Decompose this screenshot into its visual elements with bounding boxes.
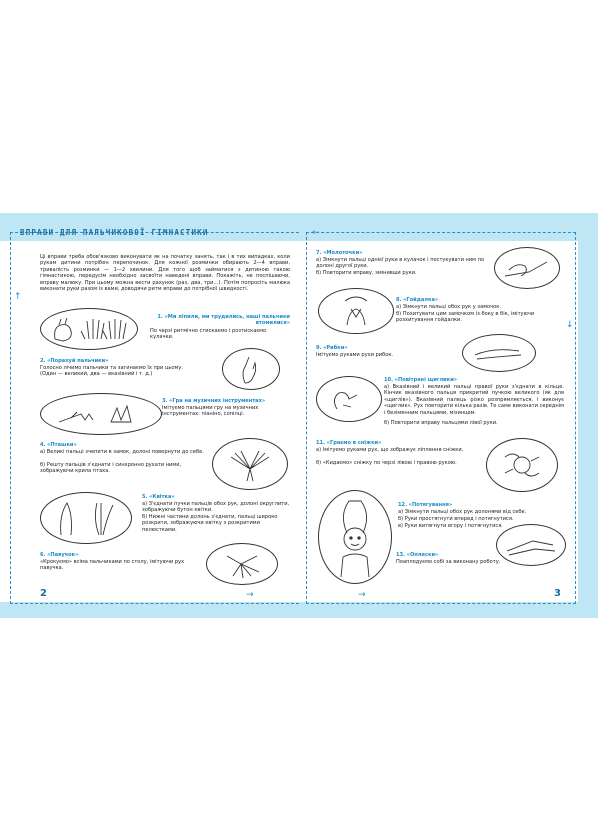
page-number-right: 3 (554, 588, 561, 599)
exercise-1-title: «Ми ліпили, ми трудились, наші пальчики втомилися» (164, 314, 290, 327)
illustration-child-stretching (318, 490, 392, 584)
exercise-2-title: «Порахуй пальчики» (47, 358, 109, 364)
exercise-2-number: 2. (40, 358, 46, 364)
exercise-1-number: 1. (157, 314, 163, 320)
illustration-swing-hands (318, 288, 394, 334)
arrow-left-icon: ← (312, 228, 320, 238)
illustration-spider-hand (206, 543, 278, 585)
exercise-9-text: Імітуємо руками рухи рибок. (316, 352, 394, 358)
intro-paragraph: Ці вправи треба обов'язково виконувати як на початку занять, так і в тих випадках, коли рукам дитини потрібен перепочинок. Для кожної розминки обирають 2—4 вправи, тривалість розминки — 1—2 хвилини. Для того щоб займатися з дитиною такою гімнастикою, передусім необхідно засвоїти наведені вправи. Покажіть, не поспішаючи, вправу малюку. При цьому можна вести рахунок (раз, два, три…). Потім попросіть малюка виконати руки разом із вами, доводячи ритм вправи до потрібної швидкості. (40, 254, 290, 293)
page-title: ВПРАВИ ДЛЯ ПАЛЬЧИКОВОЇ ГІМНАСТИКИ (20, 228, 209, 237)
illustration-snowball-hands (486, 438, 558, 492)
illustration-instruments (40, 393, 162, 435)
illustration-flower (40, 492, 132, 544)
exercise-12-text-a: а) Зімкнути пальці обох рук долонями від себе. (398, 509, 527, 515)
exercise-4-title: «Пташки» (47, 442, 77, 448)
exercise-4-text-b: б) Решту пальців з'єднати і синхронно рухати ними, зображуючи крила птаха. (40, 462, 182, 475)
exercise-5-text-a: а) З'єднати пучки пальців обох рук, долоні округлити, зображуючи бутон квітки. (142, 501, 290, 514)
exercise-9-title: «Рибки» (323, 345, 348, 351)
exercise-10-title: «Повітряні щиглики» (394, 377, 458, 383)
exercise-10-text-a: а) Вказівний і великий пальці правої руки з'єднати в кільце. Кінчик вказівного пальця прикритий пучкою великого (як для «щиглів»). Вказівний палець різко розпрямляється, і виконує «щиглик». Рух повторити кілька разів. Те саме виконати середнім і безіменним пальцями, мізинцем. (384, 384, 564, 416)
arrow-down-icon: ↓ (566, 320, 574, 330)
exercise-4-number: 4. (40, 442, 46, 448)
exercise-5-title: «Квітка» (149, 494, 175, 500)
exercise-11-title: «Граємо в сніжки» (326, 440, 382, 446)
page-edge-right (578, 213, 598, 618)
exercise-3-number: 3. (162, 398, 168, 404)
exercise-12-number: 12. (398, 502, 408, 508)
exercise-10-text-b: б) Повторити вправу пальцями лівої руки. (384, 420, 498, 426)
exercise-10-number: 10. (384, 377, 394, 383)
exercise-6-title: «Павучок» (47, 552, 79, 558)
exercise-12-text-c: в) Руки витягнути вгору і потягнутися. (398, 523, 503, 529)
illustration-fists (40, 308, 138, 350)
arrow-up-icon: ↑ (14, 292, 22, 302)
exercise-1-text: По черзі ритмічно стискаємо і розтискаємо кулачки. (150, 328, 267, 341)
illustration-flick-hand (316, 376, 382, 422)
illustration-hammer-hands (494, 247, 560, 289)
exercise-13-text: Поаплодуємо собі за виконану роботу. (396, 559, 501, 565)
exercise-6-number: 6. (40, 552, 46, 558)
exercise-13-number: 13. (396, 552, 406, 558)
exercise-12-title: «Потягування» (408, 502, 453, 508)
exercise-12-text-b: б) Руки простягнути вперед і потягнутися. (398, 516, 514, 522)
exercise-13-title: «Оплески» (406, 552, 439, 558)
illustration-fish-hands (462, 334, 536, 372)
footer-band (0, 602, 598, 618)
exercise-5-text-b: б) Нижні частини долонь з'єднати, пальці широко розкрити, зображуючи квітку з розкритими пелюстками. (142, 514, 278, 533)
exercise-7-number: 7. (316, 250, 322, 256)
exercise-2-text: Голосно лічимо пальчики та загинаємо їх при цьому. (Один — великий, два — вказівний і т. д.) (40, 365, 184, 378)
exercise-9-number: 9. (316, 345, 322, 351)
exercise-7-text-b: б) Повторити вправу, змінивши руки. (316, 270, 417, 276)
exercise-11-text-a: а) Імітуємо руками рух, що зображує ліплення сніжки. (316, 447, 464, 453)
exercise-4-text-a: а) Великі пальці зчепити в замок, долоні повернути до себе. (40, 449, 204, 455)
exercise-11-number: 11. (316, 440, 326, 446)
exercise-7-title: «Молоточки» (323, 250, 363, 256)
exercise-8-number: 8. (396, 297, 402, 303)
exercise-6-text: «Крокуємо» всіма пальчиками по столу, імітуючи рух павучка. (40, 559, 185, 572)
arrow-right-icon: → (358, 590, 366, 600)
exercise-3-title: «Гра на музичних інструментах» (169, 398, 266, 404)
exercise-11-text-b: б) «Кидаємо» сніжку по черзі лівою і правою рукою. (316, 460, 457, 466)
illustration-counting-hand (222, 348, 280, 390)
exercise-8-text-b: б) Похитувати цим замочком із боку в бік, імітуючи розхитування гойдалки. (396, 311, 535, 324)
exercise-8-text-a: а) Зімкнути пальці обох рук у замочок. (396, 304, 501, 310)
exercise-3-text: Імітуємо пальцями гру на музичних інструментах: піаніно, сопілці. (162, 405, 259, 418)
arrow-right-icon: → (246, 590, 254, 600)
illustration-bird-hands (212, 438, 288, 490)
exercise-8-title: «Гойдалка» (403, 297, 439, 303)
page-number-left: 2 (40, 588, 47, 599)
exercise-5-number: 5. (142, 494, 148, 500)
exercise-7-text-a: а) Зімкнути пальці однієї руки в кулачок і постукувати ним по долоні другої руки. (316, 257, 485, 270)
